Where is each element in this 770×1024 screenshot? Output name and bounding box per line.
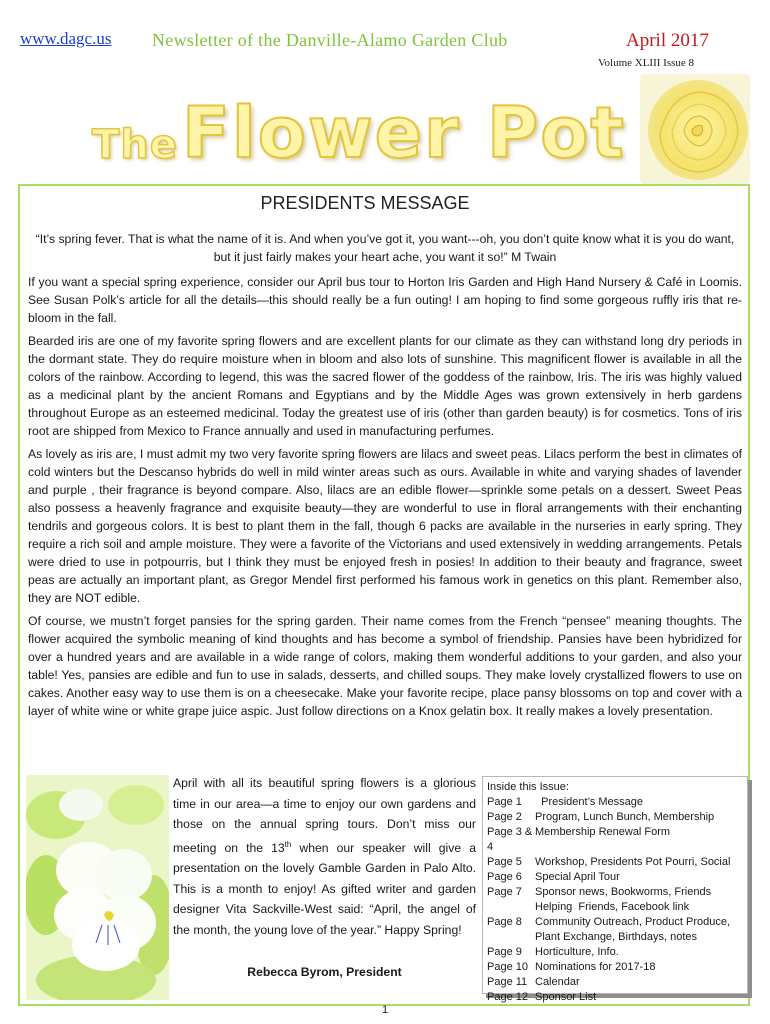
toc-row bbox=[487, 885, 743, 900]
toc-text: Sponsor List bbox=[535, 991, 597, 1003]
inside-this-issue-box bbox=[482, 776, 748, 1003]
issue-date: April 2017 bbox=[626, 30, 709, 51]
toc-row bbox=[487, 915, 743, 930]
toc-list bbox=[487, 795, 743, 1005]
toc-text: Program, Lunch Bunch, Membership bbox=[535, 811, 715, 823]
toc-text: Special April Tour bbox=[535, 871, 620, 883]
toc-row bbox=[487, 990, 743, 1005]
masthead-the: The bbox=[92, 122, 178, 168]
closing-text-2: when our speaker will give a presentation on the lovely Gamble Garden in Palo Alto. This is a month to enjoy! As gifted writer and garden designer Vita Sackville-West said: “April, the angel of the month, the young love of the year.” Happy Spring! bbox=[173, 840, 476, 937]
toc-page bbox=[487, 930, 535, 945]
toc-text: Horticulture, Info. bbox=[535, 946, 619, 958]
toc-row bbox=[487, 930, 743, 945]
toc-page: Page 1 bbox=[487, 796, 522, 808]
toc-row bbox=[487, 855, 743, 870]
toc-page: Page 2 bbox=[487, 811, 522, 823]
toc-heading: Inside this Issue: bbox=[487, 781, 569, 793]
toc-text: Membership Renewal Form bbox=[535, 826, 671, 838]
presidents-message-body bbox=[28, 230, 742, 725]
toc-text: President’s Message bbox=[535, 796, 644, 808]
paragraph-pansies: Of course, we mustn’t forget pansies for the spring garden. Their name comes from the French “pensee” meaning thoughts. The flower acquired the symbolic meaning of kind thoughts and has become a symbol of friendship. Pansies have been hybridized for over a hundred years and are available in a wide range of colors, making them wonderful additions to your garden, and also your table! Yes, pansies are edible and fun to use in salads, desserts, and chilled soups. They make lovely crystallized flowers to use on cakes. Another easy way to use them is on a cheesecake. Make your favorite recipe, place pansy blossoms on top and cover with a layer of white wine or white grape juice aspic. Just follow directions on a Knox gelatin box. It really makes a lovely presentation. bbox=[28, 614, 742, 718]
toc-page: Page 6 bbox=[487, 871, 522, 883]
toc-page bbox=[487, 900, 535, 915]
toc-row bbox=[487, 945, 743, 960]
toc-text: Sponsor news, Bookworms, Friends bbox=[535, 886, 712, 898]
toc-row bbox=[487, 960, 743, 975]
toc-row bbox=[487, 975, 743, 990]
toc-text: Community Outreach, Product Produce, bbox=[535, 916, 731, 928]
toc-row bbox=[487, 810, 743, 825]
ordinal-suffix: th bbox=[284, 839, 292, 849]
toc-text: Workshop, Presidents Pot Pourri, Social bbox=[535, 856, 731, 868]
toc-row bbox=[487, 825, 743, 855]
volume-issue: Volume XLIII Issue 8 bbox=[598, 57, 695, 69]
twain-quote: “It’s spring fever. That is what the name of it is. And when you’ve got it, you want---oh, you don’t quite know what it is you do want, but it just fairly makes your heart ache, you want it so!” M Twain bbox=[35, 232, 735, 264]
signature: Rebecca Byrom, President bbox=[247, 965, 402, 979]
toc-page: Page 5 bbox=[487, 856, 522, 868]
page-number: 1 bbox=[381, 1004, 389, 1016]
toc-page: Page 3 & 4 bbox=[487, 826, 533, 853]
toc-page: Page 7 bbox=[487, 886, 522, 898]
closing-paragraph bbox=[173, 773, 476, 940]
toc-text: Plant Exchange, Birthdays, notes bbox=[535, 931, 698, 943]
website-link[interactable]: www.dagc.us bbox=[20, 29, 112, 48]
toc-page: Page 11 bbox=[487, 976, 528, 988]
paragraph-lilacs-sweet-peas: As lovely as iris are, I must admit my two very favorite spring flowers are lilacs and sweet peas. Lilacs perform the best in climates of cold winters but the Descanso hybrids do well in mild winter areas such as ours. Available in white and varying shades of lavender and purple , their fragrance is beyond compare. Also, lilacs are an edible flower—sprinkle some petals on a dessert. Sweet Peas also possess a heavenly fragrance and exquisite beauty—they are wonderful to use in floral arrangements with their enchanting tendrils and gorgeous colors. It is best to plant them in the fall, though 6 packs are available in the nurseries in early spring. They require a rich soil and ample moisture. They were a favorite of the Victorians and used extensively in wedding arrangements. Petals were dried to use in potpourris, but I think they must be enjoyed fresh in posies! In addition to their beauty and fragrance, sweet peas are actually an important plant, as Gregor Mendel first performed his famous work in genetics on this plant. Remember also, they are NOT edible. bbox=[28, 447, 742, 605]
toc-page: Page 10 bbox=[487, 961, 528, 973]
toc-text: Helping Friends, Facebook link bbox=[535, 901, 690, 913]
toc-text: Calendar bbox=[535, 976, 580, 988]
toc-row bbox=[487, 870, 743, 885]
closing-text-1: April with all its beautiful spring flowers is a glorious time in our area—a time to enjoy our own gardens and those on the annual spring tours. Don’t miss our meeting on the 13 bbox=[173, 776, 476, 855]
toc-page: Page 12 bbox=[487, 991, 528, 1003]
toc-row bbox=[487, 795, 743, 810]
paragraph-iris: Bearded iris are one of my favorite spring flowers and are excellent plants for our climate as they can withstand long dry periods in the dormant state. They do require moisture when in bloom and also lots of sunshine. This magnificent flower is available in all the colors of the rainbow. According to legend, this was the sacred flower of the goddess of the rainbow, Iris. The iris was highly valued as a medicinal plant by the ancient Romans and Egyptians and by the Middle Ages was grown extensively in herb gardens throughout Europe as an esteemed medicinal. Today the greatest use of iris (other than garden beauty) is for cosmetics. Tons of iris root are shipped from Mexico to France annually and used in manufacturing perfumes. bbox=[28, 334, 742, 438]
paragraph-bus-tour: If you want a special spring experience, consider our April bus tour to Horton Iris Garden and High Hand Nursery & Café in Loomis. See Susan Polk’s article for all the details—this should really be a fun outing! I am hoping to find some gorgeous ruffly iris that re-bloom in the fall. bbox=[28, 275, 742, 325]
toc-text: Nominations for 2017-18 bbox=[535, 961, 656, 973]
toc-page: Page 8 bbox=[487, 916, 522, 928]
toc-page: Page 9 bbox=[487, 946, 522, 958]
masthead-flower-pot: Flower Pot bbox=[182, 92, 626, 174]
section-title: PRESIDENTS MESSAGE bbox=[260, 193, 470, 213]
toc-row bbox=[487, 900, 743, 915]
yellow-rose-image bbox=[640, 74, 750, 184]
white-pansy-image bbox=[26, 775, 169, 1000]
newsletter-title: Newsletter of the Danville-Alamo Garden Club bbox=[152, 30, 508, 50]
